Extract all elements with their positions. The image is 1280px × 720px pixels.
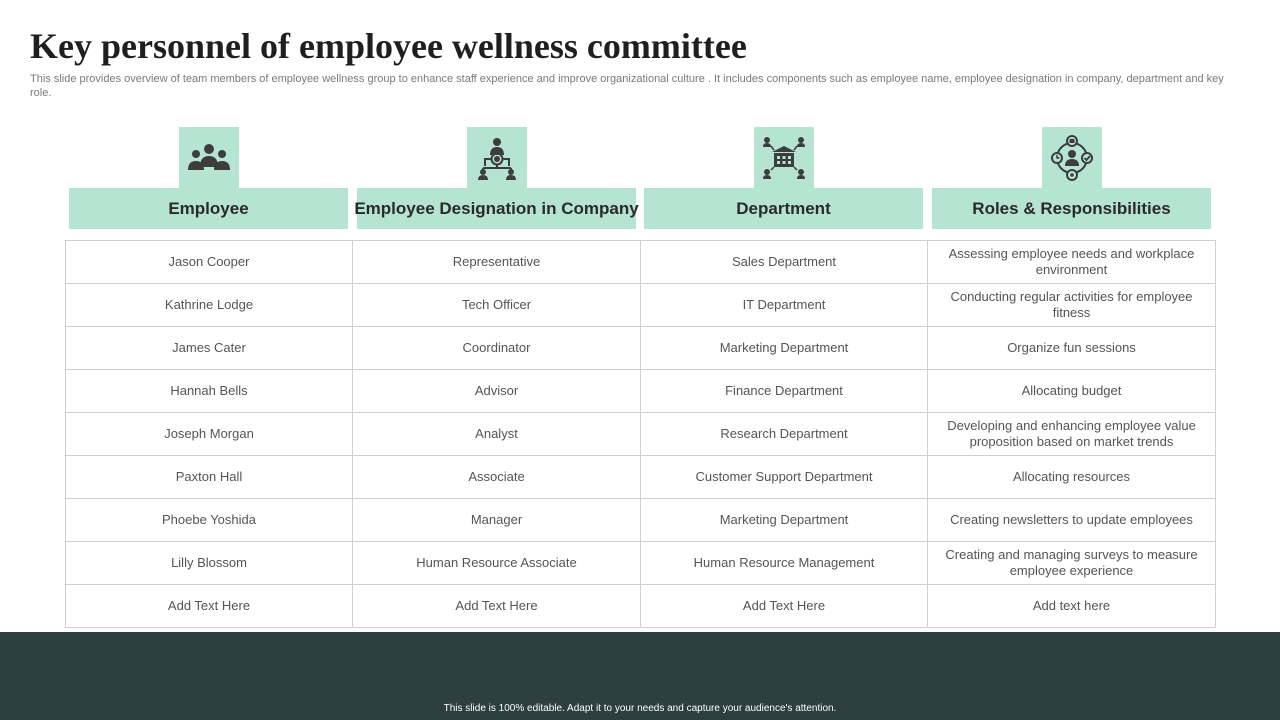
role-cell: Allocating budget [928, 370, 1216, 413]
role-cell: Developing and enhancing employee value proposition based on market trends [928, 413, 1216, 456]
employee-name-cell: Joseph Morgan [66, 413, 353, 456]
role-cell: Allocating resources [928, 456, 1216, 499]
table-row [66, 585, 1216, 628]
role-cell: Organize fun sessions [928, 327, 1216, 370]
team-group-icon [179, 127, 239, 188]
designation-cell: Advisor [353, 370, 641, 413]
employee-name-cell: Hannah Bells [66, 370, 353, 413]
employee-name-cell: Paxton Hall [66, 456, 353, 499]
department-cell: Research Department [641, 413, 928, 456]
table-row [66, 456, 1216, 499]
table-row [66, 284, 1216, 327]
designation-cell: Representative [353, 241, 641, 284]
column-header-employee [69, 127, 348, 229]
employee-name-cell: Kathrine Lodge [66, 284, 353, 327]
department-cell: Marketing Department [641, 499, 928, 542]
role-cell: Add text here [928, 585, 1216, 628]
employee-name-cell: Phoebe Yoshida [66, 499, 353, 542]
role-cell: Conducting regular activities for employee fitness [928, 284, 1216, 327]
designation-cell: Manager [353, 499, 641, 542]
footer-note: This slide is 100% editable. Adapt it to your needs and capture your audience's attention. [443, 703, 837, 714]
table-row [66, 241, 1216, 284]
column-label-roles: Roles & Responsibilities [932, 188, 1211, 229]
table-row [66, 413, 1216, 456]
table-row [66, 499, 1216, 542]
department-cell: Human Resource Management [641, 542, 928, 585]
building-department-icon [754, 127, 814, 188]
page-subtitle: This slide provides overview of team members of employee wellness group to enhance staff experience and improve organizational culture . It includes components such as employee name, employee designation in company, department and key role. [30, 73, 1224, 99]
page-title: Key personnel of employee wellness committee [30, 26, 747, 66]
footer-band [0, 632, 1280, 720]
employee-name-cell: James Cater [66, 327, 353, 370]
column-header-department [644, 127, 923, 229]
table-row [66, 327, 1216, 370]
department-cell: Finance Department [641, 370, 928, 413]
designation-cell: Add Text Here [353, 585, 641, 628]
employee-name-cell: Jason Cooper [66, 241, 353, 284]
employee-name-cell: Add Text Here [66, 585, 353, 628]
department-cell: Marketing Department [641, 327, 928, 370]
designation-cell: Tech Officer [353, 284, 641, 327]
employee-name-cell: Lilly Blossom [66, 542, 353, 585]
column-header-designation [354, 127, 639, 229]
column-label-employee: Employee [69, 188, 348, 229]
designation-cell: Analyst [353, 413, 641, 456]
role-cell: Creating newsletters to update employees [928, 499, 1216, 542]
designation-cell: Associate [353, 456, 641, 499]
roles-cycle-icon [1042, 127, 1102, 188]
department-cell: Add Text Here [641, 585, 928, 628]
personnel-table [65, 240, 1216, 628]
table-row [66, 370, 1216, 413]
designation-cell: Human Resource Associate [353, 542, 641, 585]
column-label-department: Department [644, 188, 923, 229]
column-header-roles [932, 127, 1211, 229]
department-cell: IT Department [641, 284, 928, 327]
role-cell: Creating and managing surveys to measure employee experience [928, 542, 1216, 585]
column-label-designation: Employee Designation in Company [357, 188, 636, 229]
network-hierarchy-icon [467, 127, 527, 188]
department-cell: Sales Department [641, 241, 928, 284]
department-cell: Customer Support Department [641, 456, 928, 499]
designation-cell: Coordinator [353, 327, 641, 370]
role-cell: Assessing employee needs and workplace environment [928, 241, 1216, 284]
table-row [66, 542, 1216, 585]
